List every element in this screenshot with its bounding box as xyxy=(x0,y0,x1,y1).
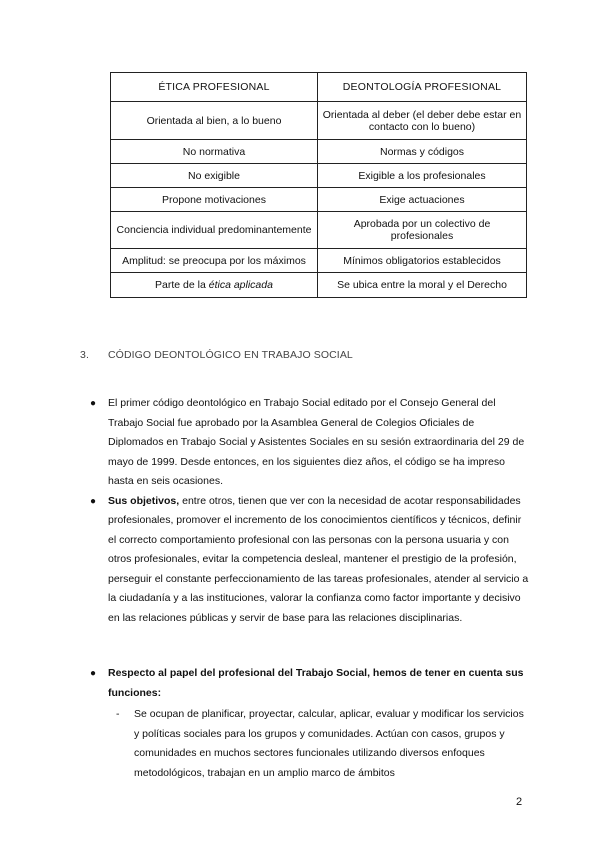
cell-etica-emphasis: ética aplicada xyxy=(208,279,273,291)
list-item xyxy=(90,394,530,492)
cell-deontologia: Orientada al deber (el deber debe estar en contacto con lo bueno) xyxy=(318,102,527,140)
bullet-icon: ● xyxy=(90,398,97,409)
table-row xyxy=(111,188,527,212)
dash-icon: - xyxy=(116,708,120,720)
header-etica: ÉTICA PROFESIONAL xyxy=(111,73,318,102)
list-item-text: entre otros, tienen que ver con la necesidad de acotar responsabilidades profesionales, promover el incremento de los conocimientos científicos y técnicos, definir el correcto comportamiento profesional con las personas con la persona usuaria y con otros profesionales, evitar la competencia desleal, mantener el prestigio de la profesión, perseguir el constante perfeccionamiento de las tareas profesionales, atender al servicio a la ciudadanía y a las instituciones, valorar la confianza como factor importante y decisivo en las relaciones públicas y servir de base para las relaciones disciplinarias. xyxy=(108,494,529,624)
table-row xyxy=(111,140,527,164)
cell-deontologia: Se ubica entre la moral y el Derecho xyxy=(318,273,527,298)
list-item xyxy=(90,492,530,629)
list-item-text: El primer código deontológico en Trabajo Social editado por el Consejo General del Trabajo Social fue aprobado por la Asamblea General de Colegios Oficiales de Diplomados en Trabajo Social y Asistentes Sociales en su sesión extraordinaria del 29 de mayo de 1999. Desde entonces, en los siguientes diez años, el código se ha impreso hasta en seis ocasiones. xyxy=(108,397,525,487)
cell-etica-prefix: Parte de la xyxy=(155,279,209,291)
list-item-bold: Respecto al papel del profesional del Trabajo Social, hemos de tener en cuenta sus funciones: xyxy=(108,667,524,699)
sub-list-item xyxy=(108,705,530,783)
bullet-list xyxy=(90,664,530,783)
table-row xyxy=(111,212,527,249)
cell-etica: Amplitud: se preocupa por los máximos xyxy=(111,249,318,273)
sub-list xyxy=(108,705,530,783)
cell-etica: Conciencia individual predominantemente xyxy=(111,212,318,249)
cell-deontologia: Exigible a los profesionales xyxy=(318,164,527,188)
table-header-row xyxy=(111,73,527,102)
list-item-bold: Sus objetivos, xyxy=(108,494,180,507)
cell-etica: Orientada al bien, a lo bueno xyxy=(111,102,318,140)
section-heading xyxy=(80,349,353,361)
cell-deontologia: Mínimos obligatorios establecidos xyxy=(318,249,527,273)
bullet-list xyxy=(90,394,530,628)
section-number: 3. xyxy=(80,349,89,361)
table-row xyxy=(111,102,527,140)
page-number: 2 xyxy=(516,796,523,808)
table-row xyxy=(111,249,527,273)
ethics-deontology-table xyxy=(110,72,527,298)
cell-etica: Propone motivaciones xyxy=(111,188,318,212)
list-item xyxy=(90,664,530,783)
table-row xyxy=(111,273,527,298)
section-title: CÓDIGO DEONTOLÓGICO EN TRABAJO SOCIAL xyxy=(108,349,353,361)
table-row xyxy=(111,164,527,188)
header-deontologia: DEONTOLOGÍA PROFESIONAL xyxy=(318,73,527,102)
cell-deontologia: Exige actuaciones xyxy=(318,188,527,212)
cell-deontologia: Aprobada por un colectivo de profesionales xyxy=(318,212,527,249)
cell-etica xyxy=(111,273,318,298)
cell-etica: No normativa xyxy=(111,140,318,164)
bullet-icon: ● xyxy=(90,495,97,507)
cell-etica: No exigible xyxy=(111,164,318,188)
sub-list-item-text: Se ocupan de planificar, proyectar, calcular, aplicar, evaluar y modificar los servicios y políticas sociales para los grupos y comunidades. Actúan con casos, grupos y comunidades en muchos sectores funcionales utilizando diversos enfoques metodológicos, trabajan en un amplio marco de ámbitos xyxy=(134,708,524,779)
cell-deontologia: Normas y códigos xyxy=(318,140,527,164)
bullet-icon: ● xyxy=(90,668,97,679)
